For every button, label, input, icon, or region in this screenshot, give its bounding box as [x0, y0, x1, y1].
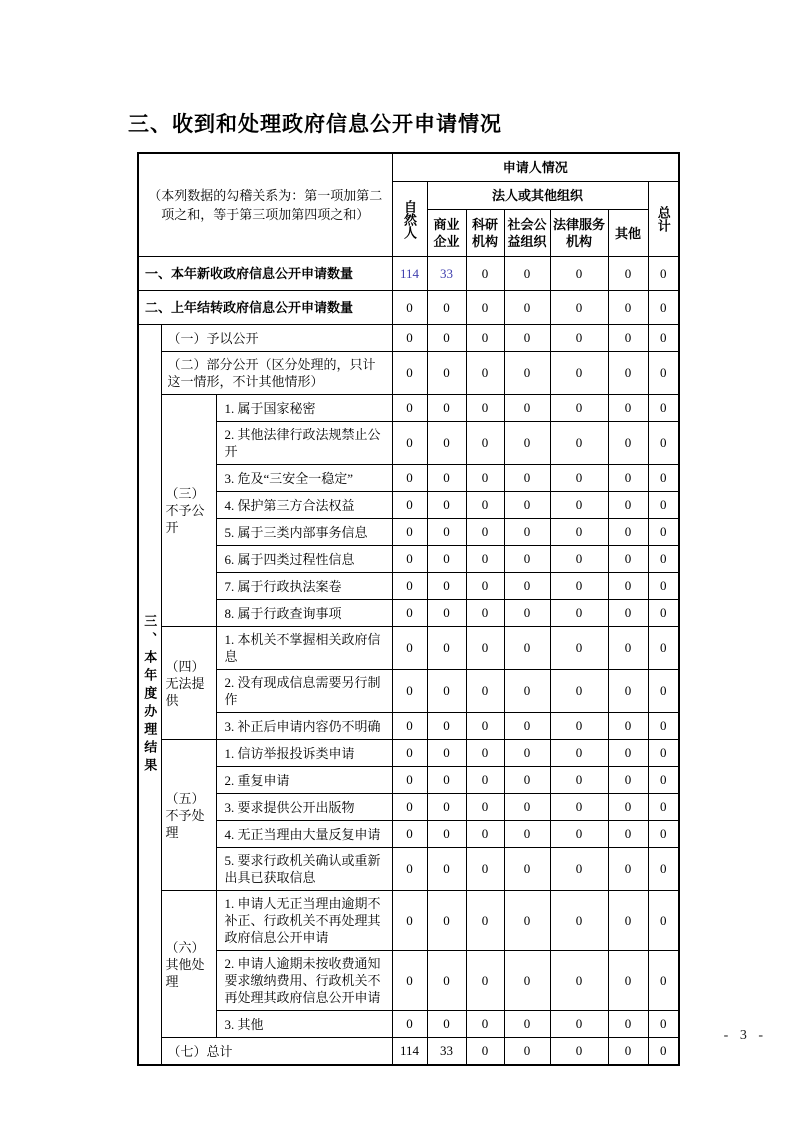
value-cell: 0 [550, 492, 608, 519]
table-row [138, 627, 679, 670]
value-cell: 0 [648, 670, 679, 713]
header-applicant: 申请人情况 [392, 153, 679, 182]
value-cell: 0 [392, 546, 427, 573]
row-label: 2. 重复申请 [216, 767, 392, 794]
row-label: 4. 保护第三方合法权益 [216, 492, 392, 519]
table-row [138, 325, 679, 352]
value-cell: 0 [648, 1011, 679, 1038]
value-cell: 0 [427, 794, 466, 821]
value-cell: 0 [550, 519, 608, 546]
value-cell: 0 [392, 713, 427, 740]
value-cell: 0 [648, 492, 679, 519]
value-cell: 0 [550, 600, 608, 627]
row-label: 一、本年新收政府信息公开申请数量 [138, 257, 392, 291]
value-cell: 0 [466, 465, 504, 492]
header-commercial: 商业企业 [427, 210, 466, 257]
value-cell: 0 [608, 257, 648, 291]
value-cell: 0 [427, 573, 466, 600]
value-cell: 0 [427, 325, 466, 352]
value-cell: 0 [427, 891, 466, 951]
value-cell: 0 [504, 848, 550, 891]
row-label: 1. 属于国家秘密 [216, 395, 392, 422]
table-row [138, 257, 679, 291]
value-cell: 0 [648, 291, 679, 325]
value-cell: 0 [504, 600, 550, 627]
table-row [138, 492, 679, 519]
table-row [138, 291, 679, 325]
value-cell: 0 [550, 821, 608, 848]
row-label: 1. 申请人无正当理由逾期不补正、行政机关不再处理其政府信息公开申请 [216, 891, 392, 951]
header-other: 其他 [608, 210, 648, 257]
value-cell: 0 [648, 767, 679, 794]
table-row [138, 352, 679, 395]
value-cell: 0 [550, 794, 608, 821]
table-header-row [138, 153, 679, 182]
table-row [138, 1011, 679, 1038]
value-cell: 0 [427, 713, 466, 740]
value-cell: 0 [504, 395, 550, 422]
table-row [138, 573, 679, 600]
header-legal-org: 法人或其他组织 [427, 182, 648, 210]
value-cell: 0 [466, 422, 504, 465]
value-cell: 0 [648, 352, 679, 395]
value-cell: 0 [466, 670, 504, 713]
value-cell: 0 [427, 951, 466, 1011]
table-row [138, 891, 679, 951]
value-cell: 0 [648, 257, 679, 291]
value-cell: 0 [550, 891, 608, 951]
row-label: 8. 属于行政查询事项 [216, 600, 392, 627]
value-cell: 33 [427, 1038, 466, 1066]
value-cell: 0 [550, 291, 608, 325]
value-cell: 0 [504, 492, 550, 519]
value-cell: 0 [392, 1011, 427, 1038]
value-cell: 0 [466, 291, 504, 325]
row-label: 3. 要求提供公开出版物 [216, 794, 392, 821]
value-cell: 0 [550, 627, 608, 670]
value-cell: 0 [466, 1011, 504, 1038]
value-cell: 114 [392, 257, 427, 291]
value-cell: 0 [648, 465, 679, 492]
value-cell: 0 [504, 519, 550, 546]
value-cell: 0 [608, 325, 648, 352]
value-cell: 0 [392, 670, 427, 713]
header-natural-person [392, 182, 427, 257]
value-cell: 0 [427, 546, 466, 573]
row-label: （二）部分公开（区分处理的，只计这一情形，不计其他情形） [161, 352, 392, 395]
value-cell: 0 [466, 395, 504, 422]
value-cell: 0 [392, 794, 427, 821]
value-cell: 0 [427, 492, 466, 519]
value-cell: 0 [504, 465, 550, 492]
header-research: 科研机构 [466, 210, 504, 257]
value-cell: 0 [648, 422, 679, 465]
row-label: 2. 没有现成信息需要另行制作 [216, 670, 392, 713]
value-cell: 0 [392, 422, 427, 465]
value-cell: 0 [608, 951, 648, 1011]
value-cell: 0 [608, 422, 648, 465]
value-cell: 0 [392, 519, 427, 546]
header-legal-service: 法律服务机构 [550, 210, 608, 257]
section-label: （五）不予处理 [161, 740, 216, 891]
row-label: 1. 本机关不掌握相关政府信息 [216, 627, 392, 670]
value-cell: 0 [504, 951, 550, 1011]
row-label: 5. 要求行政机关确认或重新出具已获取信息 [216, 848, 392, 891]
value-cell: 0 [608, 465, 648, 492]
value-cell: 0 [550, 546, 608, 573]
row-label: 3. 补正后申请内容仍不明确 [216, 713, 392, 740]
value-cell: 0 [608, 519, 648, 546]
value-cell: 0 [466, 891, 504, 951]
value-cell: 0 [608, 821, 648, 848]
value-cell: 0 [608, 767, 648, 794]
value-cell: 0 [427, 519, 466, 546]
value-cell: 0 [608, 713, 648, 740]
value-cell: 0 [427, 422, 466, 465]
value-cell: 0 [466, 257, 504, 291]
value-cell: 0 [392, 352, 427, 395]
value-cell: 0 [427, 821, 466, 848]
value-cell: 0 [427, 670, 466, 713]
value-cell: 0 [608, 794, 648, 821]
side-header-label: 三、本年度办理结果 [142, 613, 158, 776]
table-row [138, 519, 679, 546]
value-cell: 0 [608, 573, 648, 600]
value-cell: 0 [504, 546, 550, 573]
table-row [138, 422, 679, 465]
value-cell: 0 [427, 600, 466, 627]
value-cell: 0 [427, 395, 466, 422]
value-cell: 0 [648, 600, 679, 627]
value-cell: 0 [608, 670, 648, 713]
table-row [138, 1038, 679, 1066]
value-cell: 0 [648, 891, 679, 951]
value-cell: 0 [550, 573, 608, 600]
value-cell: 0 [648, 325, 679, 352]
value-cell: 0 [504, 1011, 550, 1038]
value-cell: 0 [427, 740, 466, 767]
value-cell: 0 [648, 1038, 679, 1066]
value-cell: 0 [550, 257, 608, 291]
value-cell: 0 [608, 546, 648, 573]
value-cell: 0 [504, 573, 550, 600]
value-cell: 0 [608, 291, 648, 325]
value-cell: 0 [427, 627, 466, 670]
value-cell: 0 [504, 422, 550, 465]
value-cell: 0 [392, 848, 427, 891]
value-cell: 0 [466, 848, 504, 891]
row-label: 4. 无正当理由大量反复申请 [216, 821, 392, 848]
table-row [138, 740, 679, 767]
value-cell: 0 [550, 713, 608, 740]
value-cell: 0 [550, 951, 608, 1011]
value-cell: 0 [648, 951, 679, 1011]
value-cell: 0 [550, 1038, 608, 1066]
value-cell: 0 [648, 573, 679, 600]
header-natural-person-label: 自然人 [402, 199, 417, 239]
header-total [648, 182, 679, 257]
value-cell: 0 [427, 465, 466, 492]
value-cell: 0 [550, 1011, 608, 1038]
value-cell: 0 [504, 325, 550, 352]
value-cell: 0 [466, 627, 504, 670]
value-cell: 0 [504, 670, 550, 713]
value-cell: 0 [648, 821, 679, 848]
value-cell: 0 [466, 713, 504, 740]
value-cell: 0 [608, 395, 648, 422]
application-statistics-table [137, 152, 680, 1066]
value-cell: 0 [504, 713, 550, 740]
value-cell: 0 [550, 848, 608, 891]
section-label: （四）无法提供 [161, 627, 216, 740]
row-label: （一）予以公开 [161, 325, 392, 352]
table-row [138, 767, 679, 794]
value-cell: 0 [392, 951, 427, 1011]
value-cell: 0 [504, 627, 550, 670]
value-cell: 0 [392, 891, 427, 951]
value-cell: 0 [648, 794, 679, 821]
header-total-label: 总计 [655, 206, 671, 232]
row-label: 2. 其他法律行政法规禁止公开 [216, 422, 392, 465]
value-cell: 0 [466, 794, 504, 821]
value-cell: 0 [648, 519, 679, 546]
row-label: 7. 属于行政执法案卷 [216, 573, 392, 600]
table-row [138, 848, 679, 891]
value-cell: 0 [466, 325, 504, 352]
value-cell: 0 [648, 848, 679, 891]
row-label: 3. 其他 [216, 1011, 392, 1038]
value-cell: 0 [608, 1038, 648, 1066]
table-row [138, 713, 679, 740]
value-cell: 0 [392, 465, 427, 492]
table-row [138, 794, 679, 821]
value-cell: 0 [466, 1038, 504, 1066]
table-row [138, 546, 679, 573]
value-cell: 0 [392, 325, 427, 352]
table-row [138, 600, 679, 627]
value-cell: 0 [648, 713, 679, 740]
value-cell: 0 [550, 670, 608, 713]
value-cell: 0 [648, 740, 679, 767]
value-cell: 0 [466, 951, 504, 1011]
value-cell: 0 [648, 546, 679, 573]
value-cell: 0 [392, 821, 427, 848]
value-cell: 0 [466, 821, 504, 848]
value-cell: 0 [504, 891, 550, 951]
value-cell: 0 [504, 257, 550, 291]
value-cell: 0 [550, 465, 608, 492]
value-cell: 0 [504, 352, 550, 395]
value-cell: 0 [466, 546, 504, 573]
header-social-welfare: 社会公益组织 [504, 210, 550, 257]
value-cell: 0 [392, 627, 427, 670]
row-label: 2. 申请人逾期未按收费通知要求缴纳费用、行政机关不再处理其政府信息公开申请 [216, 951, 392, 1011]
value-cell: 0 [608, 891, 648, 951]
row-label: （七）总计 [161, 1038, 392, 1066]
value-cell: 0 [550, 352, 608, 395]
section-label: （六）其他处理 [161, 891, 216, 1038]
value-cell: 0 [427, 767, 466, 794]
value-cell: 0 [392, 492, 427, 519]
row-label: 二、上年结转政府信息公开申请数量 [138, 291, 392, 325]
value-cell: 0 [466, 740, 504, 767]
row-label: 1. 信访举报投诉类申请 [216, 740, 392, 767]
value-cell: 0 [504, 794, 550, 821]
value-cell: 0 [392, 291, 427, 325]
value-cell: 0 [648, 395, 679, 422]
value-cell: 0 [608, 1011, 648, 1038]
value-cell: 0 [550, 395, 608, 422]
value-cell: 0 [427, 848, 466, 891]
value-cell: 0 [466, 767, 504, 794]
value-cell: 0 [550, 740, 608, 767]
value-cell: 0 [466, 352, 504, 395]
table-row [138, 670, 679, 713]
row-label: 6. 属于四类过程性信息 [216, 546, 392, 573]
table-row [138, 465, 679, 492]
value-cell: 114 [392, 1038, 427, 1066]
side-header-cell [138, 325, 161, 1066]
value-cell: 0 [466, 600, 504, 627]
value-cell: 0 [504, 740, 550, 767]
value-cell: 0 [550, 422, 608, 465]
row-label: 5. 属于三类内部事务信息 [216, 519, 392, 546]
value-cell: 0 [504, 1038, 550, 1066]
value-cell: 0 [608, 627, 648, 670]
value-cell: 0 [427, 1011, 466, 1038]
table-row [138, 821, 679, 848]
table-row [138, 395, 679, 422]
value-cell: 0 [466, 573, 504, 600]
note-cell: （本列数据的勾稽关系为：第一项加第二项之和，等于第三项加第四项之和） [138, 153, 392, 257]
value-cell: 0 [648, 627, 679, 670]
value-cell: 0 [427, 291, 466, 325]
value-cell: 0 [608, 848, 648, 891]
value-cell: 0 [608, 600, 648, 627]
value-cell: 0 [392, 600, 427, 627]
value-cell: 0 [392, 767, 427, 794]
value-cell: 0 [504, 821, 550, 848]
value-cell: 0 [550, 325, 608, 352]
value-cell: 0 [392, 395, 427, 422]
value-cell: 0 [504, 767, 550, 794]
page-title: 三、收到和处理政府信息公开申请情况 [128, 113, 502, 136]
value-cell: 0 [392, 740, 427, 767]
row-label: 3. 危及“三安全一稳定” [216, 465, 392, 492]
value-cell: 0 [504, 291, 550, 325]
value-cell: 33 [427, 257, 466, 291]
table-row [138, 951, 679, 1011]
value-cell: 0 [392, 573, 427, 600]
value-cell: 0 [608, 740, 648, 767]
value-cell: 0 [608, 352, 648, 395]
section-label: （三）不予公开 [161, 395, 216, 627]
value-cell: 0 [608, 492, 648, 519]
page-number: - 3 - [723, 1028, 767, 1043]
value-cell: 0 [550, 767, 608, 794]
value-cell: 0 [466, 492, 504, 519]
value-cell: 0 [466, 519, 504, 546]
value-cell: 0 [427, 352, 466, 395]
